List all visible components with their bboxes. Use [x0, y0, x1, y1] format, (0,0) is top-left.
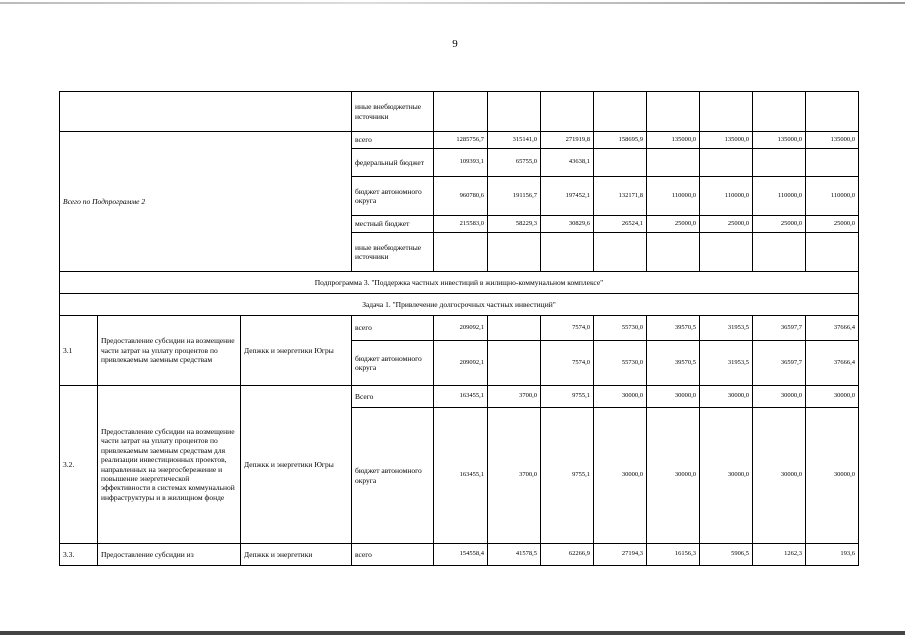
value-cell: 62266,9	[541, 544, 594, 566]
value-cell: 163455,1	[434, 386, 488, 408]
value-cell: 109393,1	[434, 149, 488, 177]
source-cell: Всего	[352, 386, 434, 408]
value-cell: 30000,0	[647, 408, 700, 544]
value-cell: 30829,6	[541, 216, 594, 233]
task-heading: Задача 1. "Привлечение долгосрочных частных инвестиций"	[60, 294, 859, 316]
value-cell: 9755,1	[541, 408, 594, 544]
item-description: Предоставление субсидии на возмещение части затрат на уплату процентов по привлекаемым заемным средствам	[98, 316, 241, 386]
table-row	[60, 294, 859, 316]
value-cell: 191156,7	[488, 177, 541, 216]
value-cell: 30000,0	[806, 386, 859, 408]
item-description: Предоставление субсидии из	[98, 544, 241, 566]
value-cell: 27194,3	[594, 544, 647, 566]
value-cell: 154558,4	[434, 544, 488, 566]
source-cell: бюджет автономного округа	[352, 408, 434, 544]
value-cell	[488, 233, 541, 272]
value-cell: 30000,0	[753, 408, 806, 544]
value-cell	[594, 149, 647, 177]
value-cell	[753, 233, 806, 272]
value-cell: 31953,5	[700, 341, 753, 386]
subprogram-heading: Подпрограмма 3. "Поддержка частных инвестиций в жилищно-коммунальном комплексе"	[60, 272, 859, 294]
value-cell: 135000,0	[806, 132, 859, 149]
value-cell: 110000,0	[753, 177, 806, 216]
source-cell: бюджет автономного округа	[352, 177, 434, 216]
value-cell: 215583,0	[434, 216, 488, 233]
value-cell: 37666,4	[806, 316, 859, 341]
item-number: 3.2.	[60, 386, 98, 544]
value-cell: 39570,5	[647, 341, 700, 386]
table-row	[60, 544, 859, 566]
source-cell: федеральный бюджет	[352, 149, 434, 177]
scan-bottom-edge	[0, 631, 905, 635]
value-cell: 163455,1	[434, 408, 488, 544]
item-number: 3.3.	[60, 544, 98, 566]
source-cell: всего	[352, 316, 434, 341]
value-cell: 110000,0	[647, 177, 700, 216]
source-cell: иные внебюджетные источники	[352, 233, 434, 272]
value-cell: 209092,1	[434, 341, 488, 386]
value-cell: 315141,0	[488, 132, 541, 149]
value-cell: 5906,5	[700, 544, 753, 566]
value-cell: 960780,6	[434, 177, 488, 216]
value-cell: 43638,1	[541, 149, 594, 177]
value-cell	[700, 149, 753, 177]
table-row	[60, 92, 859, 132]
value-cell: 36597,7	[753, 316, 806, 341]
value-cell: 30000,0	[700, 408, 753, 544]
value-cell: 25000,0	[647, 216, 700, 233]
source-cell: иные внебюджетные источники	[352, 92, 434, 132]
value-cell: 25000,0	[700, 216, 753, 233]
value-cell: 135000,0	[753, 132, 806, 149]
source-cell: местный бюджет	[352, 216, 434, 233]
value-cell: 30000,0	[806, 408, 859, 544]
value-cell: 39570,5	[647, 316, 700, 341]
value-cell: 30000,0	[594, 408, 647, 544]
value-cell	[806, 233, 859, 272]
value-cell: 110000,0	[700, 177, 753, 216]
value-cell: 55730,0	[594, 341, 647, 386]
budget-table	[59, 91, 859, 566]
value-cell	[753, 149, 806, 177]
value-cell: 197452,1	[541, 177, 594, 216]
value-cell: 55730,0	[594, 316, 647, 341]
value-cell: 65755,0	[488, 149, 541, 177]
value-cell: 36597,7	[753, 341, 806, 386]
table-row	[60, 272, 859, 294]
empty-cell	[60, 92, 352, 132]
value-cell	[488, 316, 541, 341]
item-executor: Депжкк и энергетики	[241, 544, 352, 566]
value-cell: 30000,0	[647, 386, 700, 408]
value-cell	[488, 341, 541, 386]
item-executor: Депжкк и энергетики Югры	[241, 316, 352, 386]
item-number: 3.1	[60, 316, 98, 386]
value-cell: 3700,0	[488, 408, 541, 544]
table-row	[60, 386, 859, 408]
value-cell	[647, 149, 700, 177]
value-cell: 30000,0	[753, 386, 806, 408]
value-cell: 135000,0	[647, 132, 700, 149]
value-cell: 1285756,7	[434, 132, 488, 149]
value-cell: 132171,8	[594, 177, 647, 216]
item-executor: Депжкк и энергетики Югры	[241, 386, 352, 544]
value-cell: 158695,9	[594, 132, 647, 149]
value-cell: 41578,5	[488, 544, 541, 566]
item-description: Предоставление субсидии на возмещение части затрат на уплату процентов по привлекаемым заемным средствам для реализации инвестиционных проектов, направленных на энергосбережение и повышение энергетической эффективности в системах коммунальной инфраструктуры и в жилищном фонде	[98, 386, 241, 544]
value-cell: 25000,0	[806, 216, 859, 233]
value-cell	[541, 233, 594, 272]
value-cell: 37666,4	[806, 341, 859, 386]
total-label: Всего по Подпрограмме 2	[60, 132, 352, 272]
value-cell	[594, 233, 647, 272]
value-cell: 31953,5	[700, 316, 753, 341]
source-cell: всего	[352, 132, 434, 149]
value-cell: 30000,0	[700, 386, 753, 408]
source-cell: всего	[352, 544, 434, 566]
value-cell: 7574,0	[541, 316, 594, 341]
value-cell: 30000,0	[594, 386, 647, 408]
value-cell: 9755,1	[541, 386, 594, 408]
table-row	[60, 316, 859, 341]
value-cell: 193,6	[806, 544, 859, 566]
value-cell: 16156,3	[647, 544, 700, 566]
value-cell	[434, 233, 488, 272]
scan-top-edge	[0, 2, 905, 4]
value-cell: 3700,0	[488, 386, 541, 408]
table-row	[60, 132, 859, 149]
value-cell	[806, 149, 859, 177]
source-cell: бюджет автономного округа	[352, 341, 434, 386]
value-cell: 58229,3	[488, 216, 541, 233]
value-cell: 271919,8	[541, 132, 594, 149]
value-cell: 7574,0	[541, 341, 594, 386]
value-cell	[700, 233, 753, 272]
value-cell: 1262,3	[753, 544, 806, 566]
value-cell	[647, 233, 700, 272]
value-cell: 110000,0	[806, 177, 859, 216]
value-cell: 26524,1	[594, 216, 647, 233]
value-cell: 135000,0	[700, 132, 753, 149]
page-number: 9	[452, 38, 458, 50]
value-cell: 25000,0	[753, 216, 806, 233]
value-cell: 209092,1	[434, 316, 488, 341]
